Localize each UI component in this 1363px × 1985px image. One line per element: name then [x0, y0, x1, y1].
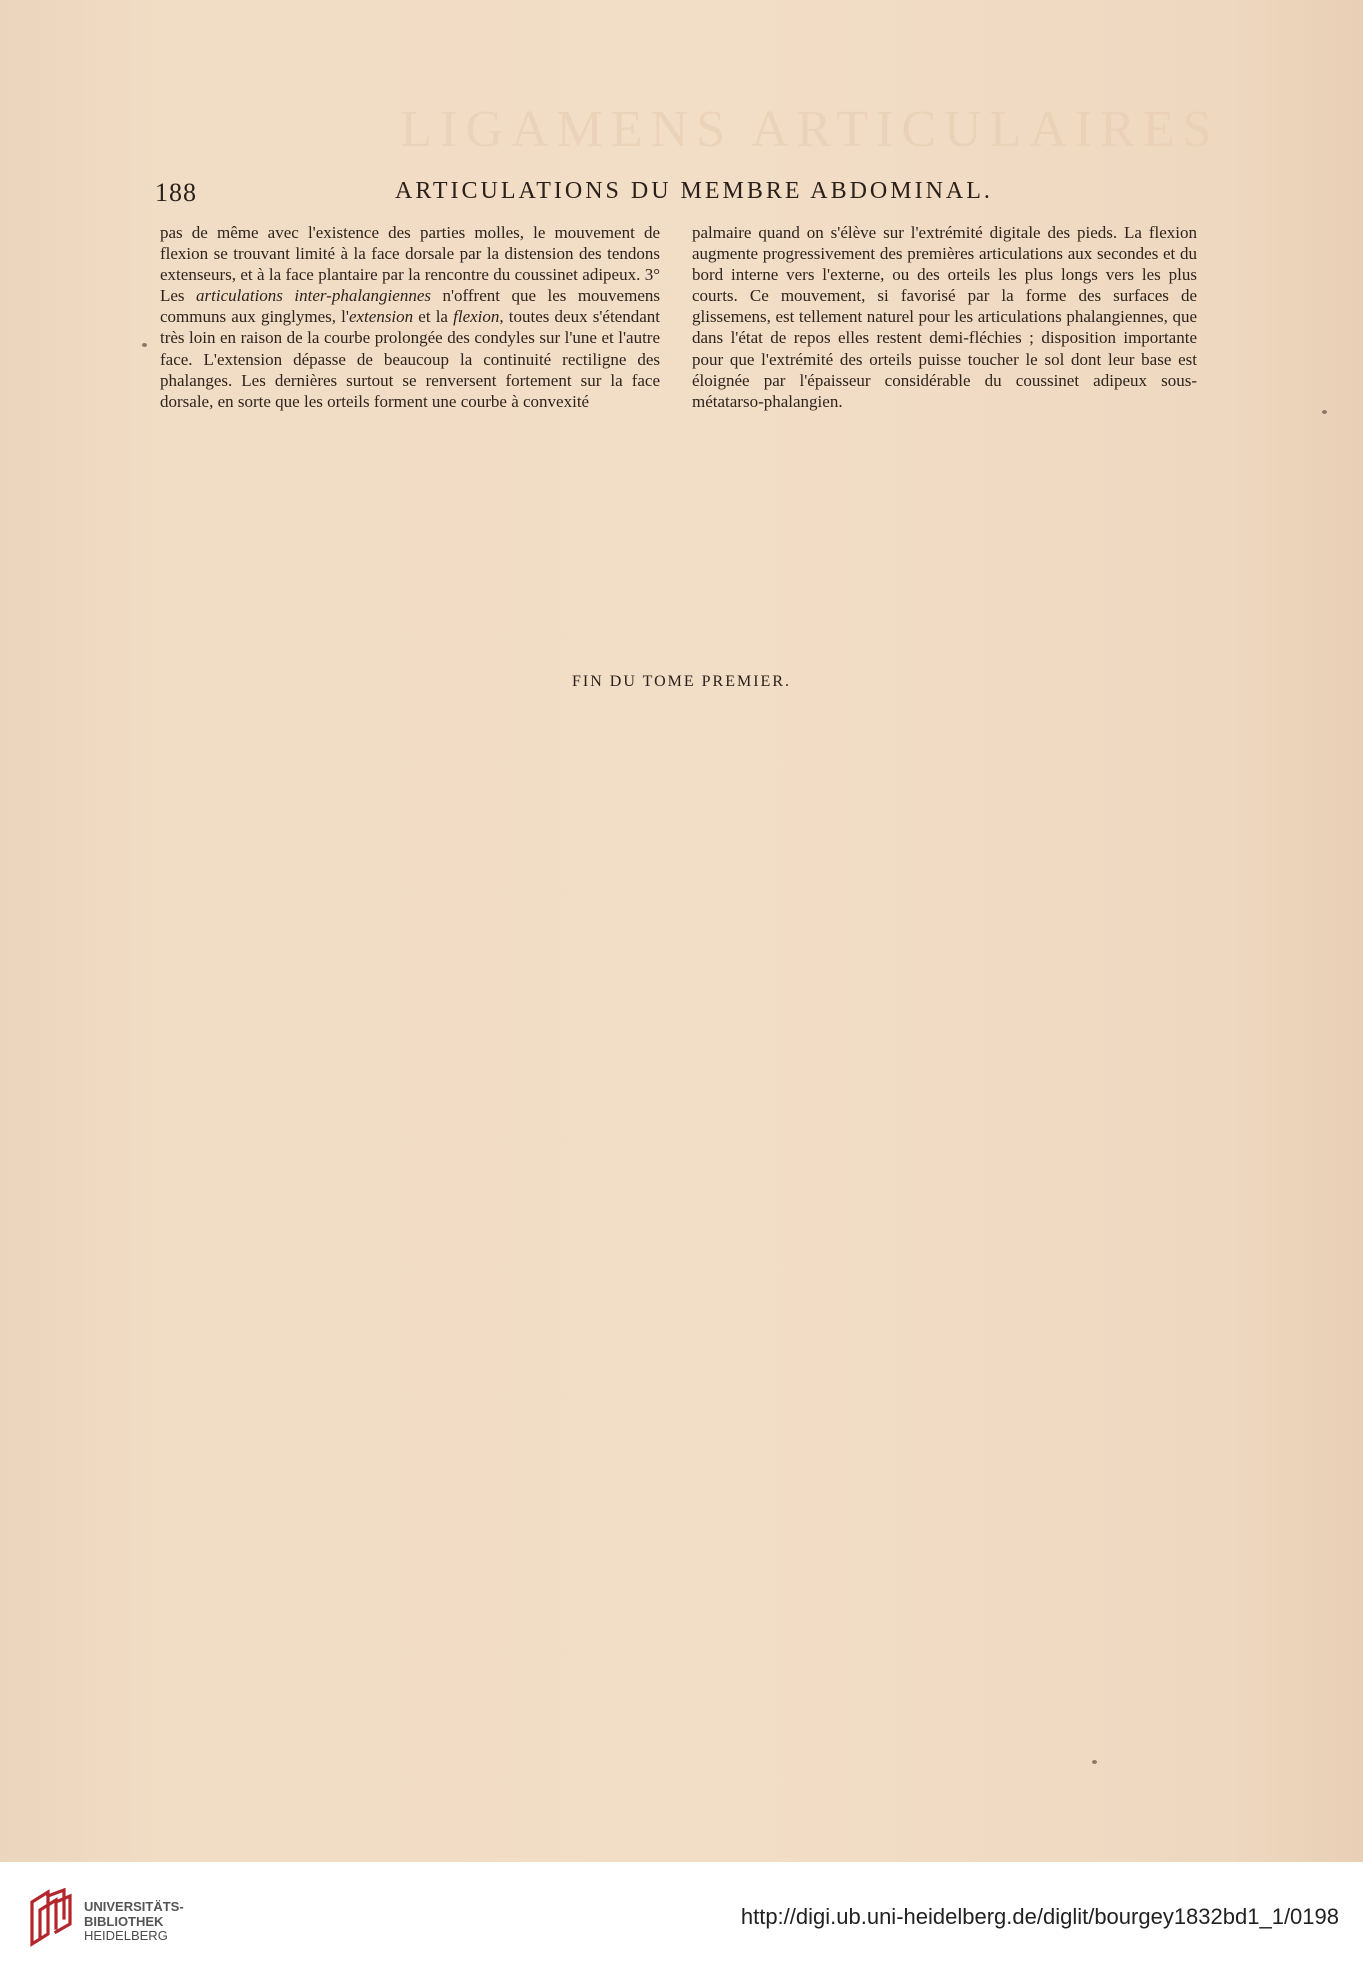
- margin-speck: [1322, 410, 1327, 414]
- library-name-line3: HEIDELBERG: [84, 1928, 168, 1943]
- end-of-volume-note: FIN DU TOME PREMIER.: [572, 673, 791, 690]
- left-column: [160, 222, 660, 412]
- bleed-through-text: LIGAMENS ARTICULAIRES: [400, 101, 1220, 158]
- running-title: ARTICULATIONS DU MEMBRE ABDOMINAL.: [395, 178, 993, 204]
- margin-speck: [142, 343, 147, 347]
- right-column-paragraph: palmaire quand on s'élève sur l'extrémité digitale des pieds. La flexion augmente progressivement des premières articulations aux secondes et du bord interne vers l'externe, ou des orteils les plus longs vers les plus courts. Ce mouvement, si favorisé par la forme des surfaces de glissemens, est tellement naturel pour les articulations phalangiennes, que dans l'état de repos elles restent demi-fléchies ; disposition importante pour que l'extrémité des orteils puisse toucher le sol dont leur base est éloignée par l'épaisseur considérable du coussinet adipeux sous-métatarso-phalangien.: [692, 223, 1197, 411]
- margin-speck: [1092, 1760, 1097, 1764]
- page-number: 188: [155, 178, 197, 207]
- right-column: [692, 222, 1197, 412]
- library-name-line2: BIBLIOTHEK: [84, 1913, 164, 1929]
- left-italic-term: flexion: [453, 307, 500, 327]
- left-text-segment: , toutes deux s'étendant très loin en raison de la courbe prolongée des condyles sur l'une et l'autre face. L'extension dépasse de beaucoup la continuité rectiligne des phalanges. Les dernières surtout se renversent fortement sur la face dorsale, en sorte que les orteils forment une courbe à convexité: [160, 307, 660, 411]
- left-text-segment: pas de même avec l'existence des parties molles, le mouvement de flexion se trouvant limité à la face dorsale par la distension des tendons extenseurs, et à la face plantaire par la rencontre du coussinet adipeux. 3° Les: [160, 223, 660, 306]
- left-text-segment: n'offrent que les mouvemens communs aux ginglymes, l': [160, 286, 660, 327]
- left-italic-term: articulations inter-phalangiennes: [196, 286, 431, 306]
- source-url[interactable]: http://digi.ub.uni-heidelberg.de/diglit/bourgey1832bd1_1/0198: [740, 1904, 1339, 1929]
- footer-bar: [0, 1862, 1363, 1985]
- left-text-segment: et la: [413, 307, 454, 327]
- library-name: [84, 1900, 184, 1944]
- heidelberg-library-logo-icon[interactable]: [28, 1888, 74, 1948]
- left-italic-term: extension: [348, 307, 414, 327]
- left-column-paragraph: [160, 222, 660, 412]
- library-name-line1: UNIVERSITÄTS-: [84, 1899, 184, 1914]
- running-head: [155, 178, 1205, 218]
